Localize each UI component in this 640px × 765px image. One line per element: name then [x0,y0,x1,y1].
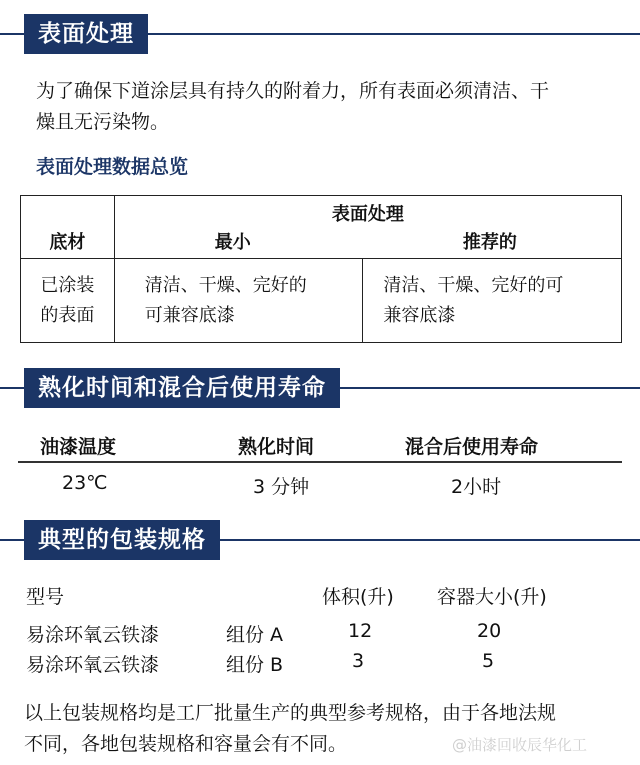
col-substrate-header [21,196,115,259]
header-paint-temp: 油漆温度 [40,436,117,458]
surface-treatment-table [20,195,622,343]
col-min-label: 最小 [214,232,251,253]
cell-substrate-line-2: 的表面 [40,304,95,326]
row1-volume: 12 [348,620,373,642]
section-title: 表面处理 [24,14,148,54]
cell-recommended-line-1: 清洁、干燥、完好的可 [383,274,564,296]
value-curing-time: 3 分钟 [253,476,310,498]
cell-min-line-2: 可兼容底漆 [144,304,235,326]
row2-component: 组份 B [226,654,284,676]
cell-substrate [21,259,115,343]
value-pot-life: 2小时 [451,476,502,498]
intro-line-1: 为了确保下道涂层具有持久的附着力，所有表面必须清洁、干 [36,80,550,102]
row2-volume: 3 [352,650,365,672]
cell-min [114,259,363,343]
col-group-header [114,196,621,228]
section-header-curing [0,368,640,408]
header-pot-life: 混合后使用寿命 [405,436,539,458]
cell-min-line-1: 清洁、干燥、完好的 [144,274,307,296]
intro-paragraph [36,76,616,138]
value-paint-temp: 23℃ [62,472,108,494]
row1-model: 易涂环氧云铁漆 [26,624,160,646]
row1-container: 20 [477,620,502,642]
divider [18,461,622,463]
cell-recommended [363,259,622,343]
section-title: 典型的包装规格 [24,520,220,560]
section-title: 熟化时间和混合后使用寿命 [24,368,340,408]
row2-container: 5 [482,650,495,672]
note-line-2: 不同，各地包装规格和容量会有不同。 [24,733,348,755]
col-recommended-header [363,227,622,259]
section-header-surface [0,14,640,54]
row2-model: 易涂环氧云铁漆 [26,654,160,676]
table-row [21,259,622,343]
table-title: 表面处理数据总览 [36,156,189,178]
header-volume: 体积(升) [322,586,394,608]
header-curing-time: 熟化时间 [238,436,315,458]
note-line-1: 以上包装规格均是工厂批量生产的典型参考规格，由于各地法规 [24,702,557,724]
row1-component: 组份 A [226,624,284,646]
col-recommended-label: 推荐的 [462,232,517,253]
intro-line-2: 燥且无污染物。 [36,111,170,133]
header-model: 型号 [26,586,65,608]
cell-recommended-line-2: 兼容底漆 [383,304,456,326]
cell-substrate-line-1: 已涂装 [40,274,95,296]
header-container: 容器大小(升) [437,586,547,608]
section-header-packaging [0,520,640,560]
col-min-header [114,227,363,259]
col-substrate-label: 底材 [49,232,86,253]
col-group-label: 表面处理 [331,204,404,225]
watermark: @油漆回收辰华化工 [452,736,588,754]
